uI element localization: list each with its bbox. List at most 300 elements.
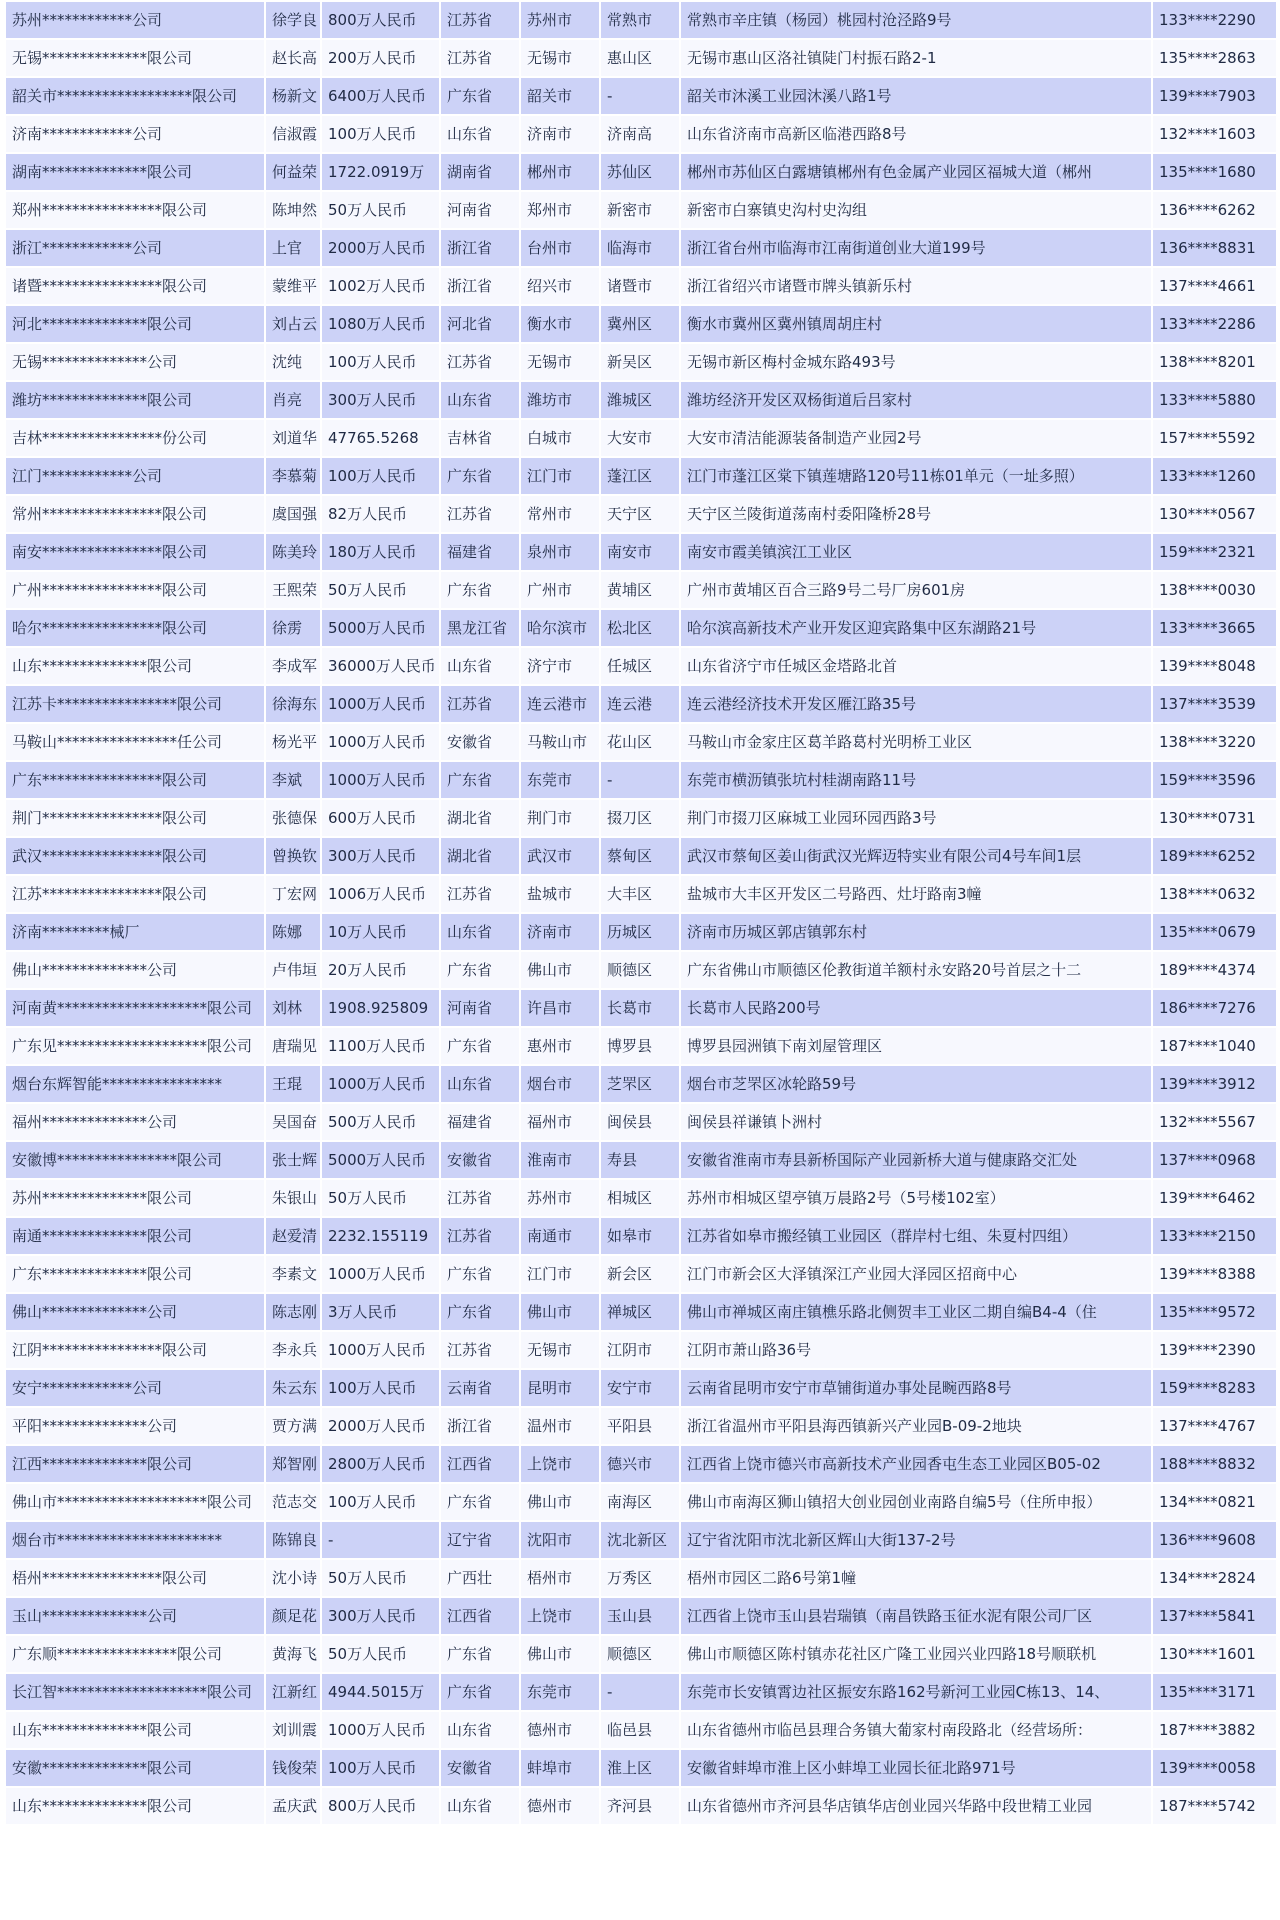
- company-name-cell[interactable]: 山东**************限公司: [6, 648, 264, 684]
- phone-cell[interactable]: 139****3912: [1153, 1066, 1276, 1102]
- table-row[interactable]: [6, 1484, 1276, 1520]
- province-cell[interactable]: 广西壮: [441, 1560, 519, 1596]
- registered-capital-cell[interactable]: 100万人民币: [322, 1370, 439, 1406]
- province-cell[interactable]: 安徽省: [441, 1142, 519, 1178]
- table-row[interactable]: [6, 40, 1276, 76]
- registered-capital-cell[interactable]: 300万人民币: [322, 382, 439, 418]
- address-cell[interactable]: 广州市黄埔区百合三路9号二号厂房601房: [681, 572, 1151, 608]
- city-cell[interactable]: 江门市: [521, 458, 599, 494]
- registered-capital-cell[interactable]: 50万人民币: [322, 1560, 439, 1596]
- company-name-cell[interactable]: 江苏****************限公司: [6, 876, 264, 912]
- registered-capital-cell[interactable]: 300万人民币: [322, 1598, 439, 1634]
- phone-cell[interactable]: 159****2321: [1153, 534, 1276, 570]
- city-cell[interactable]: 佛山市: [521, 952, 599, 988]
- table-row[interactable]: [6, 1370, 1276, 1406]
- province-cell[interactable]: 广东省: [441, 952, 519, 988]
- address-cell[interactable]: 安徽省蚌埠市淮上区小蚌埠工业园长征北路971号: [681, 1750, 1151, 1786]
- phone-cell[interactable]: 139****8048: [1153, 648, 1276, 684]
- company-name-cell[interactable]: 玉山**************公司: [6, 1598, 264, 1634]
- province-cell[interactable]: 安徽省: [441, 724, 519, 760]
- company-name-cell[interactable]: 广东**************限公司: [6, 1256, 264, 1292]
- province-cell[interactable]: 江苏省: [441, 876, 519, 912]
- district-cell[interactable]: 冀州区: [601, 306, 679, 342]
- registered-capital-cell[interactable]: 3万人民币: [322, 1294, 439, 1330]
- address-cell[interactable]: 山东省德州市临邑县理合务镇大葡家村南段路北（经营场所：: [681, 1712, 1151, 1748]
- address-cell[interactable]: 安徽省淮南市寿县新桥国际产业园新桥大道与健康路交汇处: [681, 1142, 1151, 1178]
- company-name-cell[interactable]: 广州****************限公司: [6, 572, 264, 608]
- province-cell[interactable]: 山东省: [441, 1712, 519, 1748]
- registered-capital-cell[interactable]: 100万人民币: [322, 1484, 439, 1520]
- province-cell[interactable]: 广东省: [441, 458, 519, 494]
- province-cell[interactable]: 江西省: [441, 1446, 519, 1482]
- phone-cell[interactable]: 159****3596: [1153, 762, 1276, 798]
- address-cell[interactable]: 烟台市芝罘区冰轮路59号: [681, 1066, 1151, 1102]
- company-name-cell[interactable]: 济南*********械厂: [6, 914, 264, 950]
- district-cell[interactable]: 连云港: [601, 686, 679, 722]
- phone-cell[interactable]: 137****5841: [1153, 1598, 1276, 1634]
- district-cell[interactable]: 南安市: [601, 534, 679, 570]
- address-cell[interactable]: 济南市历城区郭店镇郭东村: [681, 914, 1151, 950]
- address-cell[interactable]: 大安市清洁能源装备制造产业园2号: [681, 420, 1151, 456]
- address-cell[interactable]: 浙江省台州市临海市江南街道创业大道199号: [681, 230, 1151, 266]
- phone-cell[interactable]: 159****8283: [1153, 1370, 1276, 1406]
- registered-capital-cell[interactable]: 100万人民币: [322, 1750, 439, 1786]
- city-cell[interactable]: 泉州市: [521, 534, 599, 570]
- registered-capital-cell[interactable]: 2000万人民币: [322, 230, 439, 266]
- contact-name-cell[interactable]: 张德保: [266, 800, 320, 836]
- registered-capital-cell[interactable]: 5000万人民币: [322, 1142, 439, 1178]
- table-row[interactable]: [6, 1256, 1276, 1292]
- district-cell[interactable]: 安宁市: [601, 1370, 679, 1406]
- table-row[interactable]: [6, 952, 1276, 988]
- city-cell[interactable]: 上饶市: [521, 1598, 599, 1634]
- registered-capital-cell[interactable]: 2232.155119: [322, 1218, 439, 1254]
- city-cell[interactable]: 哈尔滨市: [521, 610, 599, 646]
- city-cell[interactable]: 潍坊市: [521, 382, 599, 418]
- table-row[interactable]: [6, 1636, 1276, 1672]
- city-cell[interactable]: 常州市: [521, 496, 599, 532]
- address-cell[interactable]: 哈尔滨高新技术产业开发区迎宾路集中区东湖路21号: [681, 610, 1151, 646]
- table-row[interactable]: [6, 572, 1276, 608]
- contact-name-cell[interactable]: 吴国奋: [266, 1104, 320, 1140]
- city-cell[interactable]: 许昌市: [521, 990, 599, 1026]
- company-name-cell[interactable]: 安徽博****************限公司: [6, 1142, 264, 1178]
- district-cell[interactable]: 济南高: [601, 116, 679, 152]
- phone-cell[interactable]: 137****3539: [1153, 686, 1276, 722]
- address-cell[interactable]: 武汉市蔡甸区姜山街武汉光辉迈特实业有限公司4号车间1层: [681, 838, 1151, 874]
- province-cell[interactable]: 江苏省: [441, 40, 519, 76]
- company-name-cell[interactable]: 武汉****************限公司: [6, 838, 264, 874]
- district-cell[interactable]: 天宁区: [601, 496, 679, 532]
- registered-capital-cell[interactable]: 5000万人民币: [322, 610, 439, 646]
- address-cell[interactable]: 佛山市禅城区南庄镇樵乐路北侧贺丰工业区二期自编B4-4（住: [681, 1294, 1151, 1330]
- registered-capital-cell[interactable]: 100万人民币: [322, 458, 439, 494]
- company-name-cell[interactable]: 江西**************限公司: [6, 1446, 264, 1482]
- contact-name-cell[interactable]: 颜足花: [266, 1598, 320, 1634]
- registered-capital-cell[interactable]: 50万人民币: [322, 1636, 439, 1672]
- table-row[interactable]: [6, 420, 1276, 456]
- contact-name-cell[interactable]: 卢伟垣: [266, 952, 320, 988]
- contact-name-cell[interactable]: 李永兵: [266, 1332, 320, 1368]
- contact-name-cell[interactable]: 唐瑞见: [266, 1028, 320, 1064]
- address-cell[interactable]: 荆门市掇刀区麻城工业园环园西路3号: [681, 800, 1151, 836]
- phone-cell[interactable]: 133****3665: [1153, 610, 1276, 646]
- registered-capital-cell[interactable]: 100万人民币: [322, 116, 439, 152]
- registered-capital-cell[interactable]: 600万人民币: [322, 800, 439, 836]
- contact-name-cell[interactable]: 王琨: [266, 1066, 320, 1102]
- province-cell[interactable]: 江苏省: [441, 1218, 519, 1254]
- address-cell[interactable]: 长葛市人民路200号: [681, 990, 1151, 1026]
- company-name-cell[interactable]: 济南************公司: [6, 116, 264, 152]
- district-cell[interactable]: 任城区: [601, 648, 679, 684]
- city-cell[interactable]: 连云港市: [521, 686, 599, 722]
- phone-cell[interactable]: 137****0968: [1153, 1142, 1276, 1178]
- district-cell[interactable]: 玉山县: [601, 1598, 679, 1634]
- registered-capital-cell[interactable]: 36000万人民币: [322, 648, 439, 684]
- company-name-cell[interactable]: 江苏卡****************限公司: [6, 686, 264, 722]
- city-cell[interactable]: 烟台市: [521, 1066, 599, 1102]
- district-cell[interactable]: 禅城区: [601, 1294, 679, 1330]
- phone-cell[interactable]: 133****2290: [1153, 2, 1276, 38]
- contact-name-cell[interactable]: 虞国强: [266, 496, 320, 532]
- address-cell[interactable]: 佛山市顺德区陈村镇赤花社区广隆工业园兴业四路18号顺联机: [681, 1636, 1151, 1672]
- address-cell[interactable]: 马鞍山市金家庄区葛羊路葛村光明桥工业区: [681, 724, 1151, 760]
- province-cell[interactable]: 浙江省: [441, 230, 519, 266]
- company-name-cell[interactable]: 梧州****************限公司: [6, 1560, 264, 1596]
- phone-cell[interactable]: 138****0030: [1153, 572, 1276, 608]
- district-cell[interactable]: 历城区: [601, 914, 679, 950]
- city-cell[interactable]: 郴州市: [521, 154, 599, 190]
- province-cell[interactable]: 黑龙江省: [441, 610, 519, 646]
- province-cell[interactable]: 山东省: [441, 116, 519, 152]
- contact-name-cell[interactable]: 陈志刚: [266, 1294, 320, 1330]
- table-row[interactable]: [6, 116, 1276, 152]
- city-cell[interactable]: 南通市: [521, 1218, 599, 1254]
- company-name-cell[interactable]: 常州****************限公司: [6, 496, 264, 532]
- table-row[interactable]: [6, 648, 1276, 684]
- table-row[interactable]: [6, 78, 1276, 114]
- address-cell[interactable]: 潍坊经济开发区双杨街道后吕家村: [681, 382, 1151, 418]
- company-name-cell[interactable]: 湖南**************限公司: [6, 154, 264, 190]
- registered-capital-cell[interactable]: 180万人民币: [322, 534, 439, 570]
- address-cell[interactable]: 广东省佛山市顺德区伦教街道羊额村永安路20号首层之十二: [681, 952, 1151, 988]
- district-cell[interactable]: 诸暨市: [601, 268, 679, 304]
- table-row[interactable]: [6, 990, 1276, 1026]
- address-cell[interactable]: 江苏省如皋市搬经镇工业园区（群岸村七组、朱夏村四组）: [681, 1218, 1151, 1254]
- address-cell[interactable]: 郴州市苏仙区白露塘镇郴州有色金属产业园区福城大道（郴州: [681, 154, 1151, 190]
- table-row[interactable]: [6, 382, 1276, 418]
- registered-capital-cell[interactable]: 1000万人民币: [322, 1332, 439, 1368]
- province-cell[interactable]: 广东省: [441, 1028, 519, 1064]
- company-name-cell[interactable]: 郑州****************限公司: [6, 192, 264, 228]
- registered-capital-cell[interactable]: 100万人民币: [322, 344, 439, 380]
- district-cell[interactable]: 平阳县: [601, 1408, 679, 1444]
- phone-cell[interactable]: 130****0731: [1153, 800, 1276, 836]
- company-name-cell[interactable]: 河北**************限公司: [6, 306, 264, 342]
- district-cell[interactable]: 芝罘区: [601, 1066, 679, 1102]
- contact-name-cell[interactable]: 钱俊荣: [266, 1750, 320, 1786]
- address-cell[interactable]: 东莞市长安镇霄边社区振安东路162号新河工业园C栋13、14、: [681, 1674, 1151, 1710]
- contact-name-cell[interactable]: 李斌: [266, 762, 320, 798]
- district-cell[interactable]: 江阴市: [601, 1332, 679, 1368]
- district-cell[interactable]: 博罗县: [601, 1028, 679, 1064]
- province-cell[interactable]: 江苏省: [441, 2, 519, 38]
- company-name-cell[interactable]: 诸暨****************限公司: [6, 268, 264, 304]
- registered-capital-cell[interactable]: 1000万人民币: [322, 1256, 439, 1292]
- city-cell[interactable]: 德州市: [521, 1788, 599, 1824]
- table-row[interactable]: [6, 534, 1276, 570]
- table-row[interactable]: [6, 876, 1276, 912]
- registered-capital-cell[interactable]: 6400万人民币: [322, 78, 439, 114]
- phone-cell[interactable]: 134****0821: [1153, 1484, 1276, 1520]
- contact-name-cell[interactable]: 徐学良: [266, 2, 320, 38]
- table-row[interactable]: [6, 1180, 1276, 1216]
- district-cell[interactable]: 苏仙区: [601, 154, 679, 190]
- district-cell[interactable]: 常熟市: [601, 2, 679, 38]
- company-name-cell[interactable]: 广东****************限公司: [6, 762, 264, 798]
- city-cell[interactable]: 江门市: [521, 1256, 599, 1292]
- city-cell[interactable]: 蚌埠市: [521, 1750, 599, 1786]
- phone-cell[interactable]: 133****5880: [1153, 382, 1276, 418]
- city-cell[interactable]: 盐城市: [521, 876, 599, 912]
- city-cell[interactable]: 温州市: [521, 1408, 599, 1444]
- company-name-cell[interactable]: 无锡**************公司: [6, 344, 264, 380]
- contact-name-cell[interactable]: 朱云东: [266, 1370, 320, 1406]
- registered-capital-cell[interactable]: 82万人民币: [322, 496, 439, 532]
- table-row[interactable]: [6, 1598, 1276, 1634]
- district-cell[interactable]: 长葛市: [601, 990, 679, 1026]
- city-cell[interactable]: 济宁市: [521, 648, 599, 684]
- company-name-cell[interactable]: 广东顺****************限公司: [6, 1636, 264, 1672]
- district-cell[interactable]: 齐河县: [601, 1788, 679, 1824]
- city-cell[interactable]: 广州市: [521, 572, 599, 608]
- district-cell[interactable]: 临邑县: [601, 1712, 679, 1748]
- address-cell[interactable]: 韶关市沐溪工业园沐溪八路1号: [681, 78, 1151, 114]
- district-cell[interactable]: 相城区: [601, 1180, 679, 1216]
- phone-cell[interactable]: 139****7903: [1153, 78, 1276, 114]
- registered-capital-cell[interactable]: 300万人民币: [322, 838, 439, 874]
- city-cell[interactable]: 荆门市: [521, 800, 599, 836]
- table-row[interactable]: [6, 268, 1276, 304]
- address-cell[interactable]: 衡水市冀州区冀州镇周胡庄村: [681, 306, 1151, 342]
- table-row[interactable]: [6, 1750, 1276, 1786]
- phone-cell[interactable]: 139****0058: [1153, 1750, 1276, 1786]
- address-cell[interactable]: 江门市蓬江区棠下镇莲塘路120号11栋01单元（一址多照）: [681, 458, 1151, 494]
- district-cell[interactable]: 如皋市: [601, 1218, 679, 1254]
- registered-capital-cell[interactable]: 1908.925809: [322, 990, 439, 1026]
- city-cell[interactable]: 沈阳市: [521, 1522, 599, 1558]
- table-row[interactable]: [6, 800, 1276, 836]
- address-cell[interactable]: 苏州市相城区望亭镇万晨路2号（5号楼102室）: [681, 1180, 1151, 1216]
- district-cell[interactable]: 新密市: [601, 192, 679, 228]
- registered-capital-cell[interactable]: 50万人民币: [322, 572, 439, 608]
- district-cell[interactable]: 顺德区: [601, 952, 679, 988]
- province-cell[interactable]: 江苏省: [441, 496, 519, 532]
- province-cell[interactable]: 浙江省: [441, 1408, 519, 1444]
- contact-name-cell[interactable]: 徐海东: [266, 686, 320, 722]
- company-name-cell[interactable]: 韶关市******************限公司: [6, 78, 264, 114]
- company-name-cell[interactable]: 佛山**************公司: [6, 952, 264, 988]
- registered-capital-cell[interactable]: 1000万人民币: [322, 1712, 439, 1748]
- address-cell[interactable]: 浙江省绍兴市诸暨市牌头镇新乐村: [681, 268, 1151, 304]
- address-cell[interactable]: 盐城市大丰区开发区二号路西、灶圩路南3幢: [681, 876, 1151, 912]
- phone-cell[interactable]: 135****0679: [1153, 914, 1276, 950]
- company-name-cell[interactable]: 吉林****************份公司: [6, 420, 264, 456]
- address-cell[interactable]: 江门市新会区大泽镇深江产业园大泽园区招商中心: [681, 1256, 1151, 1292]
- table-row[interactable]: [6, 1446, 1276, 1482]
- address-cell[interactable]: 云南省昆明市安宁市草铺街道办事处昆畹西路8号: [681, 1370, 1151, 1406]
- address-cell[interactable]: 常熟市辛庄镇（杨园）桃园村沧泾路9号: [681, 2, 1151, 38]
- table-row[interactable]: [6, 1522, 1276, 1558]
- contact-name-cell[interactable]: 陈锦良: [266, 1522, 320, 1558]
- registered-capital-cell[interactable]: 500万人民币: [322, 1104, 439, 1140]
- company-name-cell[interactable]: 江门************公司: [6, 458, 264, 494]
- table-row[interactable]: [6, 724, 1276, 760]
- city-cell[interactable]: 佛山市: [521, 1636, 599, 1672]
- province-cell[interactable]: 河南省: [441, 192, 519, 228]
- phone-cell[interactable]: 157****5592: [1153, 420, 1276, 456]
- province-cell[interactable]: 辽宁省: [441, 1522, 519, 1558]
- contact-name-cell[interactable]: 蒙维平: [266, 268, 320, 304]
- company-name-cell[interactable]: 河南黄********************限公司: [6, 990, 264, 1026]
- company-name-cell[interactable]: 无锡**************限公司: [6, 40, 264, 76]
- city-cell[interactable]: 苏州市: [521, 1180, 599, 1216]
- table-row[interactable]: [6, 1028, 1276, 1064]
- city-cell[interactable]: 无锡市: [521, 344, 599, 380]
- contact-name-cell[interactable]: 范志交: [266, 1484, 320, 1520]
- company-name-cell[interactable]: 山东**************限公司: [6, 1712, 264, 1748]
- phone-cell[interactable]: 137****4767: [1153, 1408, 1276, 1444]
- district-cell[interactable]: 蓬江区: [601, 458, 679, 494]
- company-name-cell[interactable]: 苏州************公司: [6, 2, 264, 38]
- contact-name-cell[interactable]: 何益荣: [266, 154, 320, 190]
- company-name-cell[interactable]: 广东见********************限公司: [6, 1028, 264, 1064]
- city-cell[interactable]: 韶关市: [521, 78, 599, 114]
- city-cell[interactable]: 济南市: [521, 116, 599, 152]
- company-name-cell[interactable]: 平阳**************公司: [6, 1408, 264, 1444]
- address-cell[interactable]: 东莞市横沥镇张坑村桂湖南路11号: [681, 762, 1151, 798]
- district-cell[interactable]: 万秀区: [601, 1560, 679, 1596]
- registered-capital-cell[interactable]: 10万人民币: [322, 914, 439, 950]
- registered-capital-cell[interactable]: 1002万人民币: [322, 268, 439, 304]
- phone-cell[interactable]: 135****3171: [1153, 1674, 1276, 1710]
- contact-name-cell[interactable]: 贾方满: [266, 1408, 320, 1444]
- province-cell[interactable]: 湖南省: [441, 154, 519, 190]
- address-cell[interactable]: 江西省上饶市德兴市高新技术产业园香屯生态工业园区B05-02: [681, 1446, 1151, 1482]
- city-cell[interactable]: 梧州市: [521, 1560, 599, 1596]
- province-cell[interactable]: 山东省: [441, 648, 519, 684]
- contact-name-cell[interactable]: 肖亮: [266, 382, 320, 418]
- phone-cell[interactable]: 132****5567: [1153, 1104, 1276, 1140]
- contact-name-cell[interactable]: 杨新文: [266, 78, 320, 114]
- province-cell[interactable]: 广东省: [441, 1674, 519, 1710]
- phone-cell[interactable]: 135****1680: [1153, 154, 1276, 190]
- phone-cell[interactable]: 130****0567: [1153, 496, 1276, 532]
- address-cell[interactable]: 佛山市南海区狮山镇招大创业园创业南路自编5号（住所申报）: [681, 1484, 1151, 1520]
- province-cell[interactable]: 江苏省: [441, 1332, 519, 1368]
- district-cell[interactable]: 掇刀区: [601, 800, 679, 836]
- company-name-cell[interactable]: 哈尔****************限公司: [6, 610, 264, 646]
- contact-name-cell[interactable]: 朱银山: [266, 1180, 320, 1216]
- address-cell[interactable]: 新密市白寨镇史沟村史沟组: [681, 192, 1151, 228]
- table-row[interactable]: [6, 1712, 1276, 1748]
- phone-cell[interactable]: 139****2390: [1153, 1332, 1276, 1368]
- district-cell[interactable]: 大安市: [601, 420, 679, 456]
- table-row[interactable]: [6, 1788, 1276, 1824]
- registered-capital-cell[interactable]: 800万人民币: [322, 1788, 439, 1824]
- registered-capital-cell[interactable]: 1080万人民币: [322, 306, 439, 342]
- table-row[interactable]: [6, 1408, 1276, 1444]
- registered-capital-cell[interactable]: 20万人民币: [322, 952, 439, 988]
- table-row[interactable]: [6, 306, 1276, 342]
- province-cell[interactable]: 河北省: [441, 306, 519, 342]
- province-cell[interactable]: 河南省: [441, 990, 519, 1026]
- registered-capital-cell[interactable]: 4944.5015万: [322, 1674, 439, 1710]
- registered-capital-cell[interactable]: 2800万人民币: [322, 1446, 439, 1482]
- company-name-cell[interactable]: 南安****************限公司: [6, 534, 264, 570]
- city-cell[interactable]: 东莞市: [521, 1674, 599, 1710]
- district-cell[interactable]: -: [601, 762, 679, 798]
- province-cell[interactable]: 广东省: [441, 1484, 519, 1520]
- district-cell[interactable]: 闽侯县: [601, 1104, 679, 1140]
- city-cell[interactable]: 台州市: [521, 230, 599, 266]
- address-cell[interactable]: 辽宁省沈阳市沈北新区辉山大街137-2号: [681, 1522, 1151, 1558]
- registered-capital-cell[interactable]: 1000万人民币: [322, 762, 439, 798]
- phone-cell[interactable]: 138****8201: [1153, 344, 1276, 380]
- registered-capital-cell[interactable]: 1000万人民币: [322, 686, 439, 722]
- phone-cell[interactable]: 187****1040: [1153, 1028, 1276, 1064]
- address-cell[interactable]: 江西省上饶市玉山县岩瑞镇（南昌铁路玉征水泥有限公司厂区: [681, 1598, 1151, 1634]
- phone-cell[interactable]: 137****4661: [1153, 268, 1276, 304]
- province-cell[interactable]: 山东省: [441, 1788, 519, 1824]
- address-cell[interactable]: 无锡市惠山区洛社镇陡门村振石路2-1: [681, 40, 1151, 76]
- table-row[interactable]: [6, 1218, 1276, 1254]
- district-cell[interactable]: 寿县: [601, 1142, 679, 1178]
- company-name-cell[interactable]: 烟台东辉智能****************: [6, 1066, 264, 1102]
- phone-cell[interactable]: 138****3220: [1153, 724, 1276, 760]
- registered-capital-cell[interactable]: 1006万人民币: [322, 876, 439, 912]
- table-row[interactable]: [6, 1294, 1276, 1330]
- city-cell[interactable]: 福州市: [521, 1104, 599, 1140]
- company-name-cell[interactable]: 安宁************公司: [6, 1370, 264, 1406]
- province-cell[interactable]: 云南省: [441, 1370, 519, 1406]
- district-cell[interactable]: -: [601, 78, 679, 114]
- address-cell[interactable]: 江阴市萧山路36号: [681, 1332, 1151, 1368]
- table-row[interactable]: [6, 2, 1276, 38]
- registered-capital-cell[interactable]: 47765.5268: [322, 420, 439, 456]
- company-name-cell[interactable]: 山东**************限公司: [6, 1788, 264, 1824]
- province-cell[interactable]: 山东省: [441, 914, 519, 950]
- contact-name-cell[interactable]: 郑智刚: [266, 1446, 320, 1482]
- table-row[interactable]: [6, 610, 1276, 646]
- city-cell[interactable]: 无锡市: [521, 40, 599, 76]
- city-cell[interactable]: 郑州市: [521, 192, 599, 228]
- contact-name-cell[interactable]: 沈纯: [266, 344, 320, 380]
- phone-cell[interactable]: 136****9608: [1153, 1522, 1276, 1558]
- phone-cell[interactable]: 186****7276: [1153, 990, 1276, 1026]
- contact-name-cell[interactable]: 陈美玲: [266, 534, 320, 570]
- contact-name-cell[interactable]: 上官: [266, 230, 320, 266]
- registered-capital-cell[interactable]: 50万人民币: [322, 1180, 439, 1216]
- district-cell[interactable]: 新会区: [601, 1256, 679, 1292]
- company-name-cell[interactable]: 佛山市********************限公司: [6, 1484, 264, 1520]
- district-cell[interactable]: 淮上区: [601, 1750, 679, 1786]
- province-cell[interactable]: 福建省: [441, 534, 519, 570]
- contact-name-cell[interactable]: 黄海飞: [266, 1636, 320, 1672]
- registered-capital-cell[interactable]: 50万人民币: [322, 192, 439, 228]
- table-row[interactable]: [6, 762, 1276, 798]
- contact-name-cell[interactable]: 信淑霞: [266, 116, 320, 152]
